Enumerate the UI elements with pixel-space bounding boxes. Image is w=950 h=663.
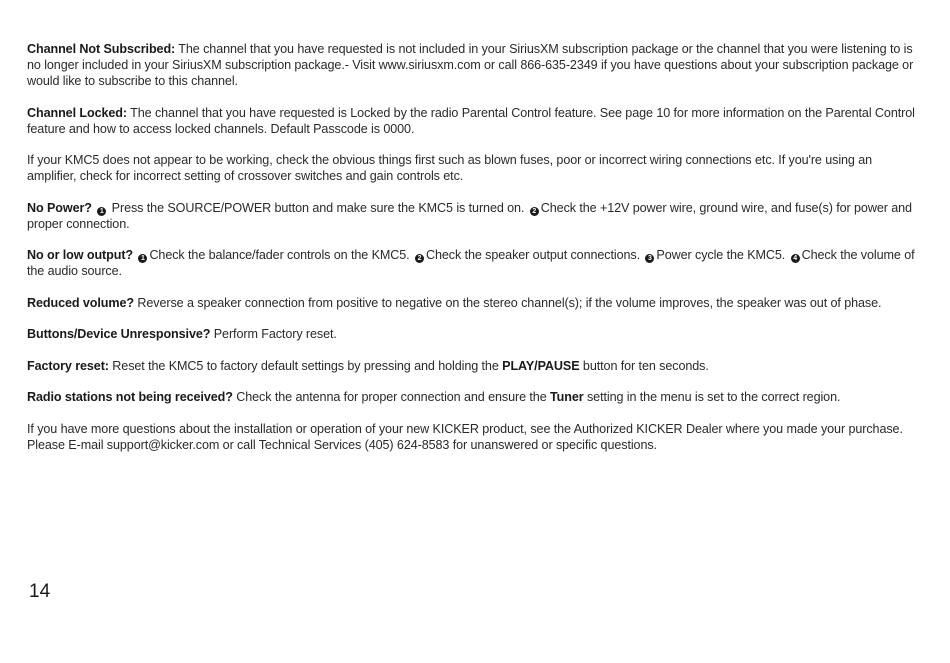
step-number-2-icon: 2 — [415, 254, 424, 263]
channel-locked-label: Channel Locked: — [27, 105, 127, 120]
no-output-step-4-text: Check the volume of the audio source. — [27, 248, 915, 278]
channel-locked-paragraph — [27, 105, 923, 137]
manual-troubleshooting-text — [27, 41, 923, 468]
factory-reset-text-2: button for ten seconds. — [579, 358, 709, 373]
channel-not-subscribed-text: The channel that you have requested is not included in your SiriusXM subscription package or the channel that you were listening to is no longer included in your SiriusXM subscription package.- Visit www.siriusxm.com or call 866-635-2349 if you have questions about your subscription package or would like to subscribe to this channel. — [27, 42, 914, 88]
reduced-volume-label: Reduced volume? — [27, 295, 134, 310]
radio-stations-paragraph — [27, 389, 923, 405]
step-number-2-icon: 2 — [530, 207, 539, 216]
reduced-volume-paragraph — [27, 295, 923, 311]
factory-reset-paragraph — [27, 358, 923, 374]
buttons-unresponsive-text: Perform Factory reset. — [210, 327, 337, 341]
no-power-paragraph — [27, 200, 923, 232]
no-power-step-1-text: Press the SOURCE/POWER button and make sure the KMC5 is turned on. — [108, 200, 528, 215]
step-number-3-icon: 3 — [645, 254, 654, 263]
no-output-step-3-text: Power cycle the KMC5. — [656, 248, 789, 262]
step-number-4-icon: 4 — [791, 254, 800, 263]
contact-paragraph — [27, 421, 923, 453]
channel-locked-text: The channel that you have requested is Locked by the radio Parental Control feature. See page 10 for more information on the Parental Control feature and how to access locked channels. Default Passcode is 0000. — [27, 105, 915, 136]
channel-not-subscribed-label: Channel Not Subscribed: — [27, 42, 176, 56]
general-check-text: If your KMC5 does not appear to be working, check the obvious things first such as blown fuses, poor or incorrect wiring connections etc. If you're using an amplifier, check for incorrect setting of crossover switches and gain controls etc. — [27, 153, 873, 183]
step-number-1-icon: 1 — [97, 207, 106, 216]
channel-not-subscribed-paragraph — [27, 41, 923, 89]
no-power-step-2-text: Check the +12V power wire, ground wire, and fuse(s) for power and proper connection. — [27, 200, 912, 231]
step-number-1-icon: 1 — [138, 254, 147, 263]
buttons-unresponsive-paragraph — [27, 326, 923, 342]
radio-stations-label: Radio stations not being received? — [27, 390, 233, 404]
radio-stations-text-2: setting in the menu is set to the correct region. — [583, 390, 841, 404]
no-output-label: No or low output? — [27, 248, 134, 262]
no-output-paragraph — [27, 247, 923, 279]
buttons-unresponsive-label: Buttons/Device Unresponsive? — [27, 327, 211, 341]
no-output-step-1-text: Check the balance/fader controls on the KMC5. — [149, 248, 413, 262]
page-number: 14 — [29, 581, 51, 602]
no-output-step-2-text: Check the speaker output connections. — [425, 248, 644, 262]
factory-reset-text-1: Reset the KMC5 to factory default settings by pressing and holding the — [108, 358, 503, 373]
play-pause-term: PLAY/PAUSE — [502, 358, 580, 373]
general-check-paragraph — [27, 152, 923, 184]
reduced-volume-text: Reverse a speaker connection from positive to negative on the stereo channel(s); if the volume improves, the speaker was out of phase. — [133, 295, 882, 310]
radio-stations-text-1: Check the antenna for proper connection and ensure the — [232, 390, 551, 404]
no-power-label: No Power? — [27, 200, 92, 215]
tuner-term: Tuner — [550, 390, 584, 404]
factory-reset-label: Factory reset: — [27, 358, 109, 373]
contact-text: If you have more questions about the installation or operation of your new KICKER product, see the Authorized KICKER Dealer where you made your purchase. Please E-mail support@kicker.com or call Technical Services (405) 624-8583 for unanswered or specific questions. — [27, 421, 903, 452]
